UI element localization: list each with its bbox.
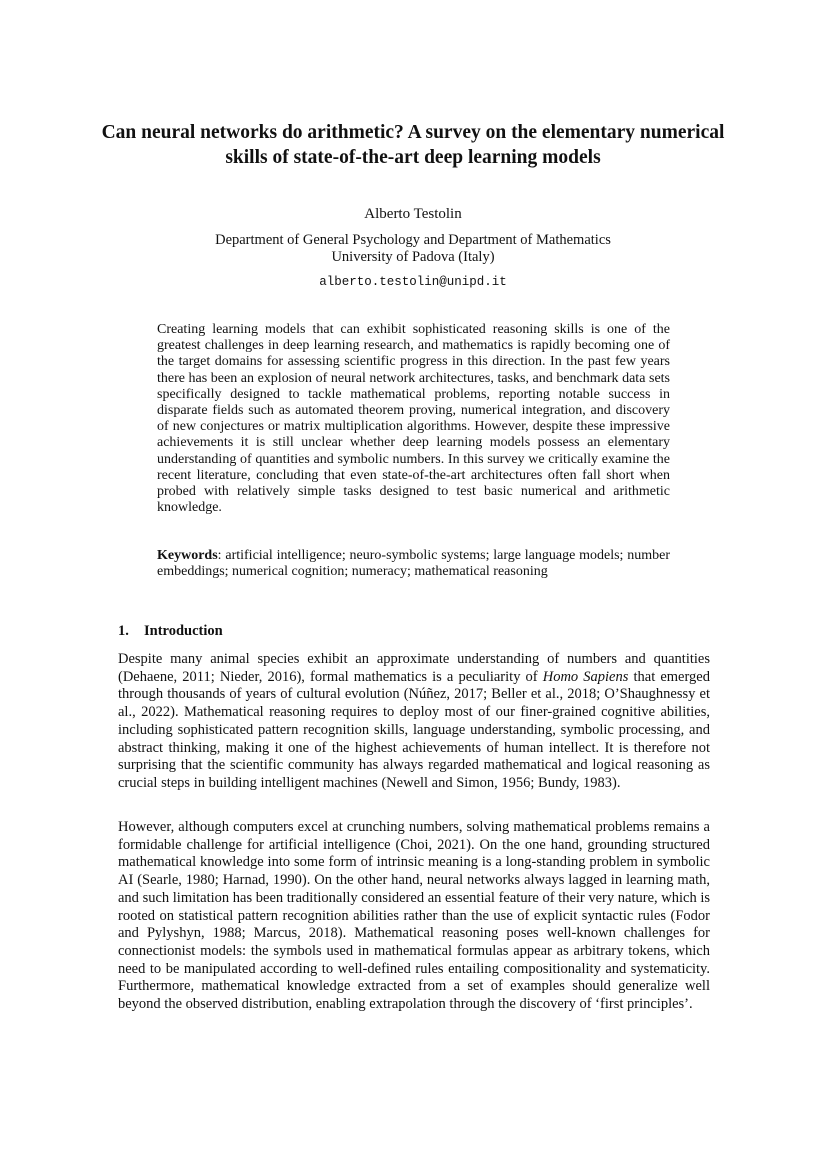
author-name: Alberto Testolin: [364, 206, 462, 222]
affiliation: [0, 232, 826, 266]
intro-paragraph-2: However, although computers excel at crunching numbers, solving mathematical problems remains a formidable challenge for artificial intelligence (Choi, 2021). On the one hand, grounding structured mathematical knowledge into some form of intrinsic meaning is a long-standing problem in symbolic AI (Searle, 1980; Harnad, 1990). On the other hand, neural networks always lagged in learning math, and such limitation has been traditionally considered an essential feature of their very nature, which is rooted on statistical pattern recognition abilities rather than the use of explicit syntactic rules (Fodor and Pylyshyn, 1988; Marcus, 2018). Mathematical reasoning poses well-known challenges for connectionist models: the symbols used in mathematical formulas appear as arbitrary tokens, which need to be manipulated according to well-defined rules entailing compositionality and systematicity. Furthermore, mathematical knowledge extracted from a set of examples should generalize well beyond the observed distribution, enabling extrapolation through the discovery of ‘first principles’.: [118, 819, 710, 1013]
intro-paragraph-1-italic: Homo Sapiens: [542, 668, 629, 685]
affiliation-university: University of Padova (Italy): [331, 249, 495, 265]
paper-title: Can neural networks do arithmetic? A survey on the elementary numerical skills of state-of-the-art deep learning models: [101, 122, 725, 168]
section-title: Introduction: [144, 623, 223, 639]
keywords-label: Keywords: [157, 548, 218, 563]
keywords-text: : artificial intelligence; neuro-symbolic systems; large language models; number embeddings; numerical cognition; numeracy; mathematical reasoning: [157, 548, 670, 580]
section-heading: [118, 622, 223, 640]
keywords: [157, 548, 670, 580]
author-email: alberto.testolin@unipd.it: [319, 275, 507, 289]
section-number: 1.: [118, 623, 129, 639]
abstract: Creating learning models that can exhibit sophisticated reasoning skills is one of the greatest challenges in deep learning research, and mathematics is rapidly becoming one of the target domains for assessing scientific progress in this direction. In the past few years there has been an explosion of neural network architectures, tasks, and benchmark data sets specifically designed to tackle mathematical problems, reporting notable success in disparate fields such as automated theorem proving, numerical integration, and discovery of new conjectures or matrix multiplication algorithms. However, despite these impressive achievements it is still unclear whether deep learning models possess an elementary understanding of quantities and symbolic numbers. In this survey we critically examine the recent literature, concluding that even state-of-the-art architectures often fall short when probed with relatively simple tasks designed to test basic numerical and arithmetic knowledge.: [157, 322, 670, 516]
affiliation-department: Department of General Psychology and Department of Mathematics: [215, 232, 611, 248]
intro-paragraph-1-part-1: Despite many animal species exhibit an approximate understanding of numbers and quantities (Dehaene, 2011; Nieder, 2016), formal mathematics is a peculiarity of: [118, 651, 710, 685]
intro-paragraph-1: [118, 651, 710, 793]
intro-paragraph-1-part-2: that emerged through thousands of years of cultural evolution (Núñez, 2017; Beller et al., 2018; O’Shaughnessy et al., 2022). Mathematical reasoning requires to deploy most of our finer-grained cognitive abilities, including sophisticated pattern recognition skills, language understanding, symbolic processing, and abstract thinking, making it one of the highest achievements of human intellect. It is therefore not surprising that the scientific community has always regarded mathematical and logical reasoning as crucial steps in building intelligent machines (Newell and Simon, 1956; Bundy, 1983).: [118, 668, 710, 791]
